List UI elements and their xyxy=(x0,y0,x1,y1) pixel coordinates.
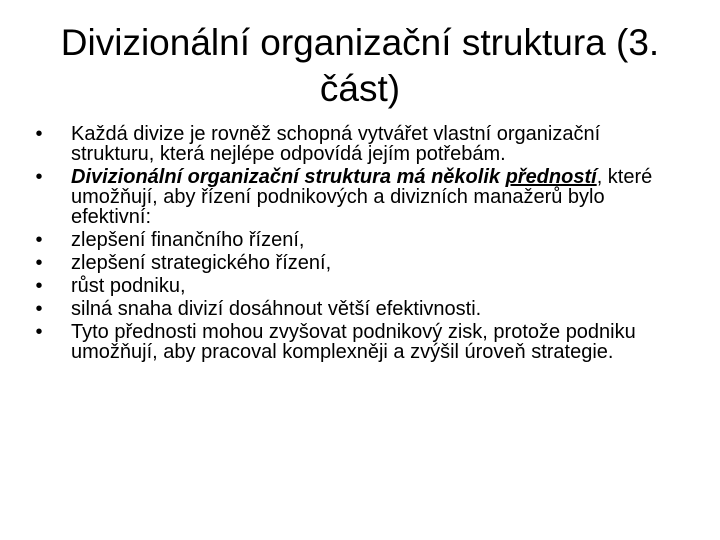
bullet-icon: • xyxy=(35,321,43,343)
bullet-text: silná snaha divizí dosáhnout větší efektivnosti. xyxy=(71,298,482,320)
bullet-icon: • xyxy=(35,123,43,145)
slide-title xyxy=(20,20,700,112)
bullet-text: Tyto přednosti mohou zvyšovat podnikový zisk, protože podniku umožňují, aby pracoval komplexněji a zvýšil úroveň strategie. xyxy=(71,321,636,363)
bullet-item-3 xyxy=(30,230,680,250)
bullet-icon: • xyxy=(35,298,43,320)
bullet-item-7 xyxy=(30,322,680,362)
bullet-list xyxy=(30,124,680,365)
bullet-text: Každá divize je rovněž schopná vytvářet vlastní organizační strukturu, která nejlépe odpovídá jejím potřebám. xyxy=(71,123,601,165)
bullet-item-6 xyxy=(30,299,680,319)
bullet-text: , které umožňují, aby řízení podnikových a divizních manažerů bylo efektivní: xyxy=(71,166,653,228)
bullet-emphasis-underlined-text: předností xyxy=(505,166,597,188)
bullet-icon: • xyxy=(35,229,43,251)
bullet-item-4 xyxy=(30,253,680,273)
slide-title-line-1: Divizionální organizační struktura (3. xyxy=(60,22,660,63)
slide-title-line-2: část) xyxy=(319,68,401,109)
bullet-icon: • xyxy=(35,166,43,188)
bullet-icon: • xyxy=(35,252,43,274)
bullet-item-5 xyxy=(30,276,680,296)
bullet-text: zlepšení strategického řízení, xyxy=(71,252,332,274)
bullet-text: růst podniku, xyxy=(71,275,186,297)
bullet-text: zlepšení finančního řízení, xyxy=(71,229,305,251)
bullet-emphasis-text: Divizionální organizační struktura má několik xyxy=(71,166,506,188)
bullet-item-2 xyxy=(30,167,680,227)
bullet-item-1 xyxy=(30,124,680,164)
bullet-icon: • xyxy=(35,275,43,297)
